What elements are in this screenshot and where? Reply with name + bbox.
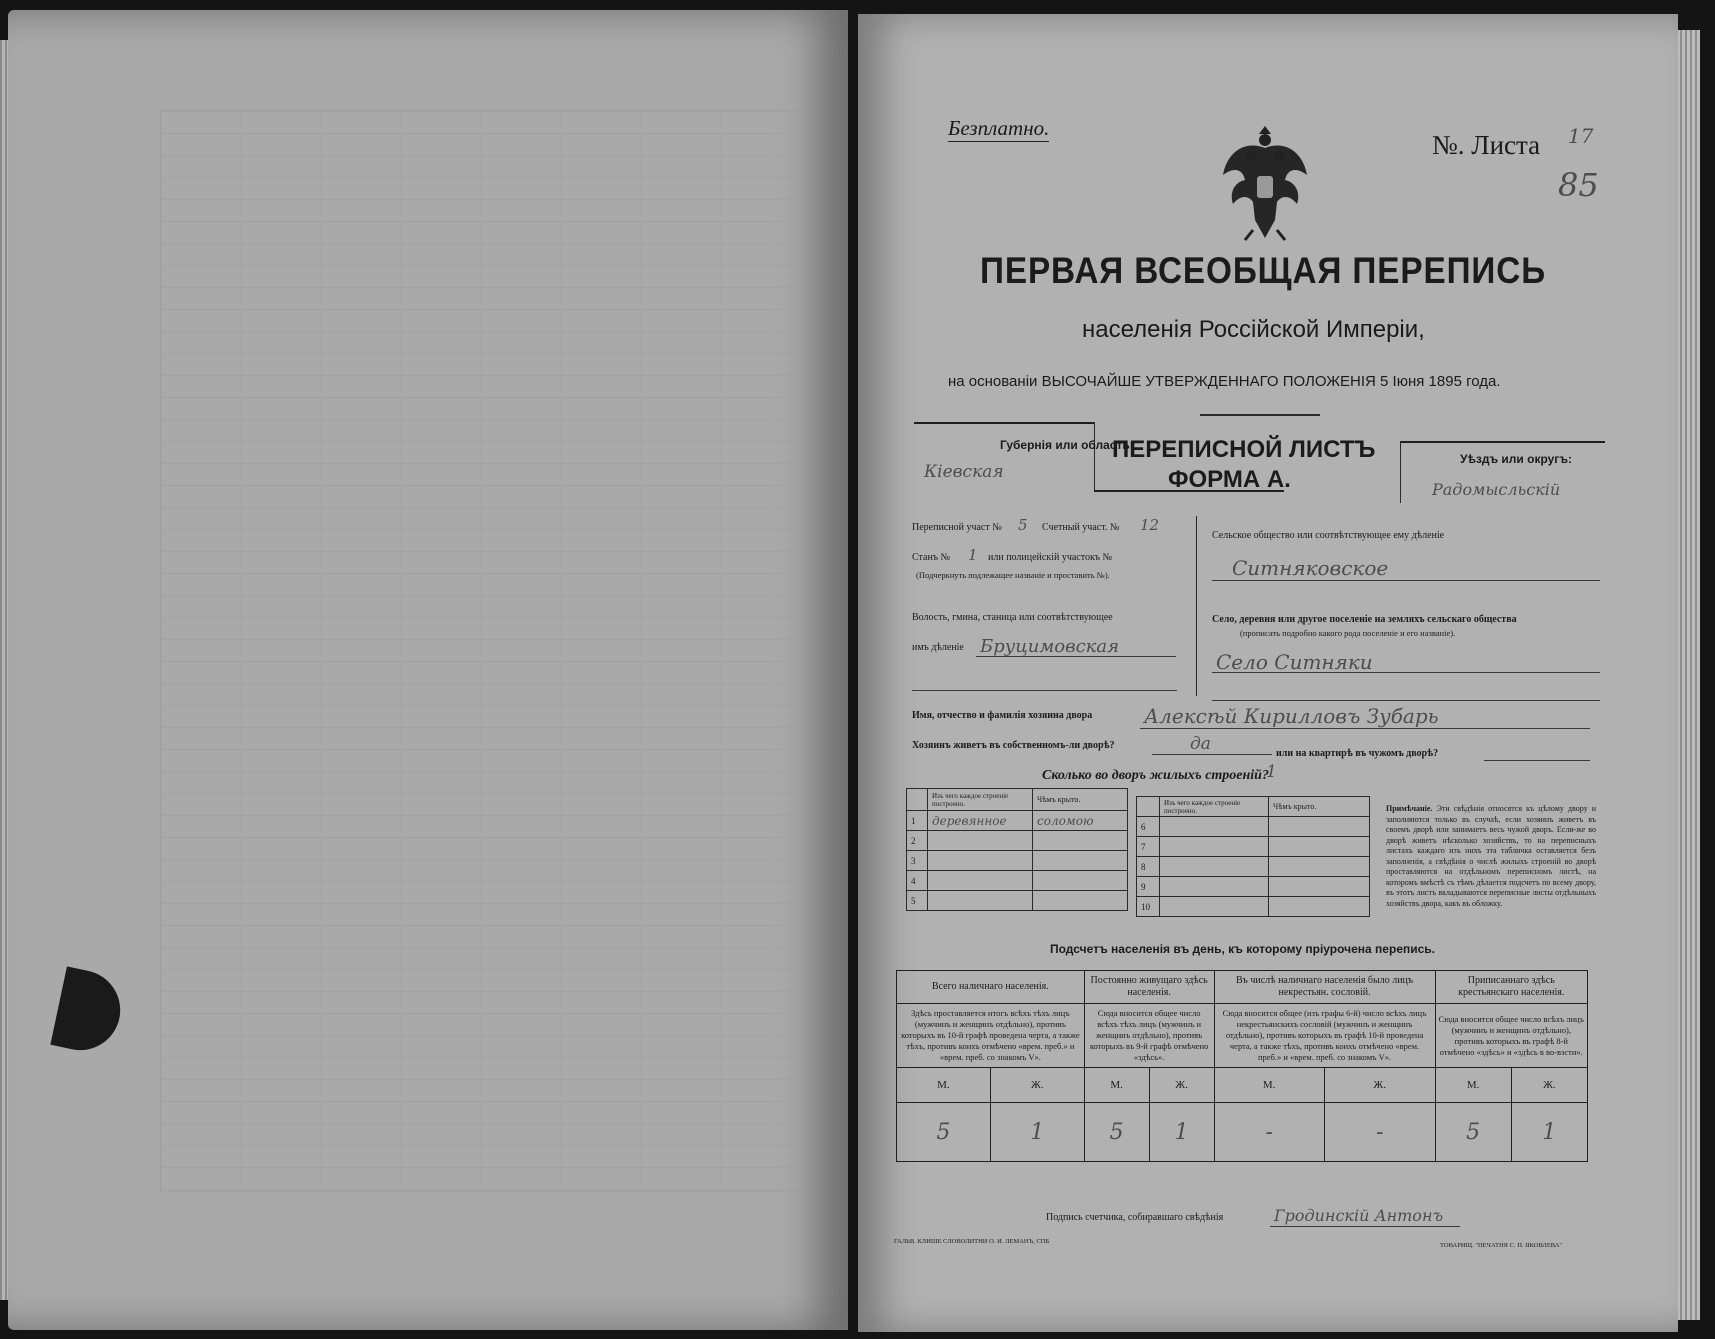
police-label: или полицейскій участокъ №	[988, 552, 1113, 563]
male-non-peasant: -	[1214, 1103, 1324, 1162]
desc-permanent: Сюда вносится общее число всѣхъ тѣхъ лицъ (мужчинъ и женщинъ отдѣльно), противъ которыхъ въ 9-й графѣ отмѣчено «здѣсь».	[1084, 1004, 1214, 1068]
note-text: Эти свѣдѣнія относятся къ цѣлому двору и заполняются только въ случаѣ, если хозяинъ живетъ въ своемъ дворѣ или занимаетъ весь чужой дворъ. Если-же во дворѣ живетъ нѣсколько хозяйствъ, то на переписныхъ листахъ каждаго изъ нихъ эта табличка оставляется безъ заполненія, а свѣдѣнія о числѣ жилыхъ строеній во дворѣ проставляются на отдѣльномъ переписномъ листѣ, на которомъ вмѣстѣ съ тѣмъ дѣлается подсчетъ по всему двору, въ этотъ листъ вкладываются переписные листы отдѣльныхъ хозяйствъ двора, какъ въ обложку.	[1386, 804, 1597, 908]
buildings-count-value: 1	[1266, 762, 1277, 782]
note-lead: Примѣчаніе.	[1386, 804, 1433, 813]
col-what: Изъ чего каждое строеніе построено.	[1160, 797, 1269, 817]
signature-label: Подпись счетчика, собиравшаго свѣдѣнія	[1046, 1212, 1224, 1223]
desc-non-peasant: Сюда вносится общее (изъ графы 6-й) число всѣхъ лицъ некрестьянскихъ сословій (мужчинъ и женщинъ отдѣльно), противъ которыхъ въ графѣ 10-й проведена черта, а также тѣхъ, противъ коихъ отмѣчено «врем. преб.» и «врем. преб. со знакомъ V».	[1214, 1004, 1435, 1068]
col-permanent: Постоянно живущаго здѣсь населенія.	[1084, 971, 1214, 1004]
male-header: М.	[1214, 1068, 1324, 1103]
population-heading: Подсчетъ населенія въ день, къ которому пріурочена перепись.	[1050, 942, 1435, 956]
female-header: Ж.	[1149, 1068, 1214, 1103]
row-number: 10	[1137, 897, 1160, 917]
col-what: Изъ чего каждое строеніе построено.	[928, 789, 1033, 811]
row-number: 2	[907, 831, 928, 851]
uezd-value: Радомысльскій	[1432, 480, 1561, 499]
row-number: 8	[1137, 857, 1160, 877]
row-number: 7	[1137, 837, 1160, 857]
page-number-handwritten: 85	[1558, 166, 1599, 204]
male-header: М.	[897, 1068, 991, 1103]
uezd-label: Уѣздъ или округъ:	[1460, 452, 1573, 466]
male-permanent: 5	[1084, 1103, 1149, 1162]
own-yard-label: Хозяинъ живетъ въ собственномъ-ли дворѣ?	[912, 740, 1115, 751]
desc-registered-peasant: Сюда вносится общее число всѣхъ лицъ (мужчинъ и женщинъ отдѣльно), противъ которыхъ въ графѣ 8-й отмѣчено «здѣсь» и «здѣсь в во-взсти».	[1435, 1004, 1587, 1068]
male-registered-peasant: 5	[1435, 1103, 1511, 1162]
owner-name-value: Алексѣй Кирилловъ Зубарь	[1144, 704, 1439, 728]
col-roof: Чѣмъ крыто.	[1033, 789, 1128, 811]
census-district-label: Переписной участ №	[912, 522, 1002, 533]
buildings-count-label: Сколько во дворъ жилыхъ строеній?	[1042, 768, 1269, 783]
rent-label: или на квартирѣ въ чужомъ дворѣ?	[1276, 748, 1439, 759]
counting-district-value: 12	[1140, 516, 1160, 534]
female-registered-peasant: 1	[1511, 1103, 1587, 1162]
buildings-table-right	[1136, 796, 1370, 917]
left-page-faint-grid	[160, 110, 802, 1192]
col-roof: Чѣмъ крыто.	[1269, 797, 1370, 817]
society-label: Сельское общество или соотвѣтствующее ему дѣленіе	[1212, 530, 1445, 541]
imperial-eagle-emblem	[1215, 120, 1315, 246]
row-number: 5	[907, 891, 928, 911]
female-permanent: 1	[1149, 1103, 1214, 1162]
row-number: 4	[907, 871, 928, 891]
building-material: деревянное	[928, 811, 1033, 831]
row-number: 6	[1137, 817, 1160, 837]
census-district-value: 5	[1018, 516, 1028, 534]
census-basis: на основаніи ВЫСОЧАЙШЕ УТВЕРЖДЕННАГО ПОЛОЖЕНІЯ 5 Іюня 1895 года.	[948, 373, 1501, 390]
row-number: 9	[1137, 877, 1160, 897]
col-registered-peasant: Приписаннаго здѣсь крестьянскаго населенія.	[1435, 971, 1587, 1004]
census-title: ПЕРВАЯ ВСЕОБЩАЯ ПЕРЕПИСЬ	[980, 250, 1547, 291]
signature-value: Гродинскій Антонъ	[1274, 1206, 1444, 1225]
printer-left: ГАЛЬВ. КЛИШЕ СЛОВОЛИТНИ О. И. ЛЕМАНЪ, СПБ	[894, 1238, 1050, 1245]
free-label: Безплатно.	[948, 116, 1050, 140]
society-value: Ситняковское	[1232, 556, 1389, 580]
row-number: 1	[907, 811, 928, 831]
female-non-peasant: -	[1324, 1103, 1435, 1162]
ornament-divider	[1200, 414, 1320, 416]
gubernia-value: Кіевская	[924, 462, 1004, 482]
female-header: Ж.	[990, 1068, 1084, 1103]
volost-label-2: имъ дѣленіе	[912, 642, 964, 653]
male-header: М.	[1435, 1068, 1511, 1103]
stan-value: 1	[968, 546, 978, 564]
roof-material: соломою	[1033, 811, 1128, 831]
village-label: Село, деревня или другое поселеніе на земляхъ сельскаго общества	[1212, 614, 1517, 625]
male-header: М.	[1084, 1068, 1149, 1103]
gubernia-label: Губернія или область:	[1000, 438, 1134, 452]
desc-total-present: Здѣсь проставляется итогъ всѣхъ тѣхъ лицъ (мужчинъ и женщинъ отдѣльно), противъ которыхъ въ 10-й графѣ проведена черта, а также тѣхъ, противъ коихъ отмѣчено «врем. преб.» и «врем. преб. со знакомъ V».	[897, 1004, 1085, 1068]
owner-name-label: Имя, отчество и фамилія хозяина двора	[912, 710, 1093, 721]
female-header: Ж.	[1511, 1068, 1587, 1103]
note-block	[1386, 804, 1596, 909]
sheet-number-value: 17	[1568, 124, 1594, 148]
form-title: ПЕРЕПИСНОЙ ЛИСТЪ	[1112, 436, 1376, 463]
stan-label: Станъ №	[912, 552, 951, 563]
buildings-table-left	[906, 788, 1128, 911]
col-total-present: Всего наличнаго населенія.	[897, 971, 1085, 1004]
village-value: Село Ситняки	[1216, 650, 1373, 674]
col-non-peasant: Въ числѣ наличнаго населенія было лицъ некрестьян. сословій.	[1214, 971, 1435, 1004]
row-number: 3	[907, 851, 928, 871]
underline-note: (Подчеркнуть подлежащее названіе и проставить №).	[916, 570, 1110, 580]
counting-district-label: Счетный участ. №	[1042, 522, 1120, 533]
sheet-number-label: №. Листа	[1432, 130, 1541, 160]
volost-value: Бруцимовская	[980, 636, 1120, 657]
own-yard-value: да	[1190, 734, 1211, 754]
printer-right: ТОВАРИЩ. "ПЕЧАТНЯ С. П. ЯКОВЛЕВА"	[1440, 1242, 1563, 1249]
village-note: (прописать подробно какого рода поселеніе и его названіе).	[1240, 628, 1456, 638]
female-total-present: 1	[990, 1103, 1084, 1162]
population-table	[896, 970, 1588, 1162]
male-total-present: 5	[897, 1103, 991, 1162]
volost-label: Волость, гмина, станица или соотвѣтствующее	[912, 612, 1113, 623]
female-header: Ж.	[1324, 1068, 1435, 1103]
form-subtitle: ФОРМА А.	[1168, 466, 1291, 493]
census-subtitle: населенія Россійской Имперіи,	[1082, 316, 1425, 343]
